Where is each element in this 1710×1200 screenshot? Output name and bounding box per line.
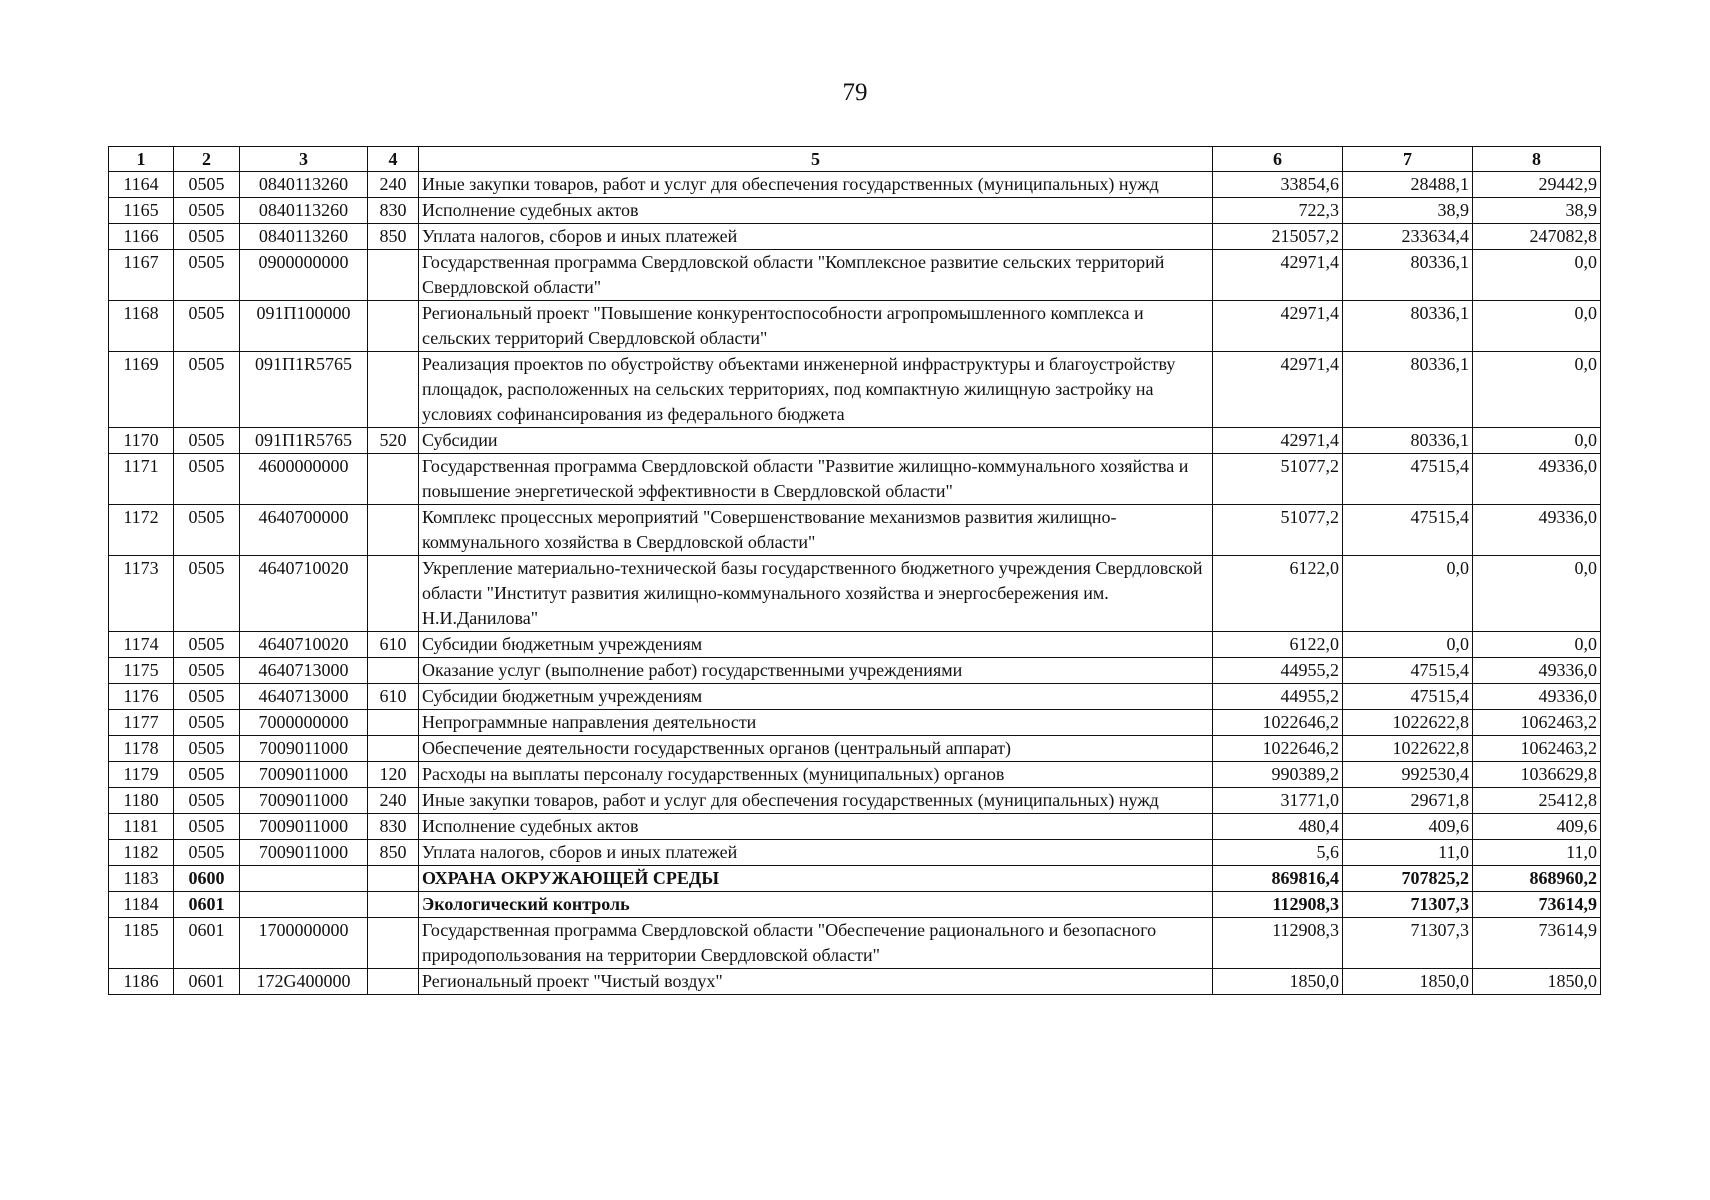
item-name-cell: Исполнение судебных актов [419,814,1213,840]
expense-type-cell: 850 [368,224,419,250]
item-name-cell: Государственная программа Свердловской области "Обеспечение рационального и безопасного природопользования на территории Свердловской области" [419,918,1213,969]
expense-type-cell: 830 [368,814,419,840]
expense-type-cell [368,918,419,969]
expense-type-cell: 850 [368,840,419,866]
table-row [109,684,1601,710]
item-name-cell: Обеспечение деятельности государственных органов (центральный аппарат) [419,736,1213,762]
amount-col-7-cell: 80336,1 [1343,352,1473,428]
section-code-cell: 0505 [174,556,240,632]
amount-col-7-cell: 38,9 [1343,198,1473,224]
target-article-cell [240,892,368,918]
amount-col-8-cell: 868960,2 [1473,866,1601,892]
amount-col-8-cell: 0,0 [1473,352,1601,428]
amount-col-8-cell: 49336,0 [1473,454,1601,505]
header-col-7: 7 [1343,147,1473,172]
row-number-cell: 1181 [109,814,174,840]
target-article-cell: 172G400000 [240,969,368,995]
amount-col-8-cell: 0,0 [1473,556,1601,632]
section-code-cell: 0601 [174,969,240,995]
section-code-cell: 0601 [174,918,240,969]
target-article-cell: 091П1R5765 [240,428,368,454]
section-code-cell: 0505 [174,788,240,814]
section-code-cell: 0505 [174,172,240,198]
item-name-cell: Иные закупки товаров, работ и услуг для обеспечения государственных (муниципальных) нужд [419,172,1213,198]
table-row [109,658,1601,684]
amount-col-6-cell: 215057,2 [1213,224,1343,250]
item-name-cell: Государственная программа Свердловской области "Развитие жилищно-коммунального хозяйства и повышение энергетической эффективности в Свердловской области" [419,454,1213,505]
amount-col-6-cell: 1022646,2 [1213,736,1343,762]
expense-type-cell: 610 [368,684,419,710]
section-code-cell: 0505 [174,250,240,301]
section-code-cell: 0505 [174,428,240,454]
amount-col-6-cell: 42971,4 [1213,301,1343,352]
amount-col-6-cell: 31771,0 [1213,788,1343,814]
amount-col-6-cell: 44955,2 [1213,684,1343,710]
row-number-cell: 1169 [109,352,174,428]
amount-col-6-cell: 1850,0 [1213,969,1343,995]
table-row [109,224,1601,250]
table-row [109,866,1601,892]
amount-col-6-cell: 722,3 [1213,198,1343,224]
amount-col-6-cell: 869816,4 [1213,866,1343,892]
target-article-cell: 7009011000 [240,788,368,814]
header-col-4: 4 [368,147,419,172]
expense-type-cell [368,969,419,995]
expense-type-cell [368,866,419,892]
row-number-cell: 1174 [109,632,174,658]
amount-col-8-cell: 29442,9 [1473,172,1601,198]
amount-col-6-cell: 480,4 [1213,814,1343,840]
amount-col-8-cell: 49336,0 [1473,684,1601,710]
section-code-cell: 0505 [174,840,240,866]
amount-col-7-cell: 47515,4 [1343,505,1473,556]
amount-col-7-cell: 11,0 [1343,840,1473,866]
amount-col-7-cell: 1022622,8 [1343,710,1473,736]
amount-col-8-cell: 0,0 [1473,250,1601,301]
item-name-cell: Исполнение судебных актов [419,198,1213,224]
item-name-cell: Укрепление материально-технической базы государственного бюджетного учреждения Свердловской области "Институт развития жилищно-коммунального хозяйства и энергосбережения им. Н.И.Данилова" [419,556,1213,632]
table-row [109,301,1601,352]
amount-col-6-cell: 1022646,2 [1213,710,1343,736]
amount-col-8-cell: 73614,9 [1473,892,1601,918]
table-row [109,428,1601,454]
row-number-cell: 1171 [109,454,174,505]
section-code-cell: 0505 [174,710,240,736]
row-number-cell: 1182 [109,840,174,866]
amount-col-8-cell: 409,6 [1473,814,1601,840]
row-number-cell: 1170 [109,428,174,454]
item-name-cell: Государственная программа Свердловской области "Комплексное развитие сельских территорий Свердловской области" [419,250,1213,301]
section-code-cell: 0600 [174,866,240,892]
expense-type-cell [368,658,419,684]
row-number-cell: 1167 [109,250,174,301]
amount-col-8-cell: 1062463,2 [1473,736,1601,762]
target-article-cell: 091П1R5765 [240,352,368,428]
amount-col-6-cell: 42971,4 [1213,428,1343,454]
target-article-cell: 7000000000 [240,710,368,736]
section-code-cell: 0505 [174,454,240,505]
amount-col-6-cell: 990389,2 [1213,762,1343,788]
budget-table [108,146,1601,995]
target-article-cell: 4640700000 [240,505,368,556]
section-code-cell: 0505 [174,198,240,224]
table-row [109,814,1601,840]
amount-col-7-cell: 233634,4 [1343,224,1473,250]
amount-col-8-cell: 25412,8 [1473,788,1601,814]
header-col-6: 6 [1213,147,1343,172]
amount-col-8-cell: 1036629,8 [1473,762,1601,788]
section-code-cell: 0505 [174,301,240,352]
header-col-1: 1 [109,147,174,172]
amount-col-7-cell: 409,6 [1343,814,1473,840]
expense-type-cell [368,505,419,556]
target-article-cell: 7009011000 [240,736,368,762]
amount-col-8-cell: 11,0 [1473,840,1601,866]
expense-type-cell: 120 [368,762,419,788]
table-body [109,172,1601,995]
table-row [109,505,1601,556]
expense-type-cell: 610 [368,632,419,658]
amount-col-6-cell: 112908,3 [1213,918,1343,969]
section-code-cell: 0505 [174,814,240,840]
section-code-cell: 0505 [174,684,240,710]
item-name-cell: Уплата налогов, сборов и иных платежей [419,224,1213,250]
expense-type-cell [368,352,419,428]
item-name-cell: Комплекс процессных мероприятий "Совершенствование механизмов развития жилищно-коммунального хозяйства в Свердловской области" [419,505,1213,556]
amount-col-6-cell: 33854,6 [1213,172,1343,198]
amount-col-6-cell: 51077,2 [1213,505,1343,556]
header-col-8: 8 [1473,147,1601,172]
table-row [109,352,1601,428]
expense-type-cell: 830 [368,198,419,224]
expense-type-cell [368,892,419,918]
expense-type-cell: 520 [368,428,419,454]
section-code-cell: 0601 [174,892,240,918]
section-code-cell: 0505 [174,762,240,788]
amount-col-7-cell: 80336,1 [1343,428,1473,454]
item-name-cell: Иные закупки товаров, работ и услуг для обеспечения государственных (муниципальных) нужд [419,788,1213,814]
item-name-cell: Оказание услуг (выполнение работ) государственными учреждениями [419,658,1213,684]
row-number-cell: 1175 [109,658,174,684]
amount-col-6-cell: 42971,4 [1213,250,1343,301]
target-article-cell: 0840113260 [240,224,368,250]
target-article-cell: 4600000000 [240,454,368,505]
target-article-cell: 1700000000 [240,918,368,969]
amount-col-8-cell: 1850,0 [1473,969,1601,995]
table-row [109,918,1601,969]
item-name-cell: Расходы на выплаты персоналу государственных (муниципальных) органов [419,762,1213,788]
item-name-cell: Субсидии бюджетным учреждениям [419,632,1213,658]
header-col-5: 5 [419,147,1213,172]
section-code-cell: 0505 [174,224,240,250]
expense-type-cell: 240 [368,788,419,814]
table-row [109,632,1601,658]
amount-col-7-cell: 80336,1 [1343,301,1473,352]
row-number-cell: 1165 [109,198,174,224]
target-article-cell: 0900000000 [240,250,368,301]
amount-col-8-cell: 0,0 [1473,428,1601,454]
table-row [109,840,1601,866]
item-name-cell: Региональный проект "Чистый воздух" [419,969,1213,995]
amount-col-8-cell: 49336,0 [1473,505,1601,556]
amount-col-7-cell: 47515,4 [1343,658,1473,684]
amount-col-7-cell: 0,0 [1343,556,1473,632]
item-name-cell: Реализация проектов по обустройству объектами инженерной инфраструктуры и благоустройству площадок, расположенных на сельских территориях, под компактную жилищную застройку на условиях софинансирования из федерального бюджета [419,352,1213,428]
header-row [109,147,1601,172]
amount-col-7-cell: 992530,4 [1343,762,1473,788]
amount-col-7-cell: 71307,3 [1343,918,1473,969]
expense-type-cell [368,301,419,352]
item-name-cell: Субсидии [419,428,1213,454]
amount-col-8-cell: 73614,9 [1473,918,1601,969]
row-number-cell: 1178 [109,736,174,762]
amount-col-8-cell: 1062463,2 [1473,710,1601,736]
amount-col-6-cell: 5,6 [1213,840,1343,866]
expense-type-cell [368,454,419,505]
amount-col-8-cell: 0,0 [1473,632,1601,658]
expense-type-cell [368,556,419,632]
row-number-cell: 1164 [109,172,174,198]
amount-col-6-cell: 112908,3 [1213,892,1343,918]
amount-col-7-cell: 47515,4 [1343,684,1473,710]
amount-col-8-cell: 0,0 [1473,301,1601,352]
section-code-cell: 0505 [174,505,240,556]
amount-col-7-cell: 80336,1 [1343,250,1473,301]
header-col-2: 2 [174,147,240,172]
table-row [109,454,1601,505]
expense-type-cell: 240 [368,172,419,198]
section-code-cell: 0505 [174,632,240,658]
amount-col-8-cell: 247082,8 [1473,224,1601,250]
table-row [109,172,1601,198]
table-row [109,969,1601,995]
amount-col-7-cell: 1022622,8 [1343,736,1473,762]
row-number-cell: 1185 [109,918,174,969]
section-code-cell: 0505 [174,736,240,762]
expense-type-cell [368,710,419,736]
section-code-cell: 0505 [174,658,240,684]
row-number-cell: 1177 [109,710,174,736]
row-number-cell: 1184 [109,892,174,918]
row-number-cell: 1176 [109,684,174,710]
row-number-cell: 1168 [109,301,174,352]
expense-type-cell [368,736,419,762]
item-name-cell: Уплата налогов, сборов и иных платежей [419,840,1213,866]
expense-type-cell [368,250,419,301]
header-col-3: 3 [240,147,368,172]
target-article-cell: 0840113260 [240,198,368,224]
item-name-cell: Региональный проект "Повышение конкурентоспособности агропромышленного комплекса и сельских территорий Свердловской области" [419,301,1213,352]
target-article-cell: 091П100000 [240,301,368,352]
amount-col-7-cell: 29671,8 [1343,788,1473,814]
table-row [109,788,1601,814]
item-name-cell: Экологический контроль [419,892,1213,918]
table-row [109,250,1601,301]
table-row [109,762,1601,788]
amount-col-7-cell: 707825,2 [1343,866,1473,892]
target-article-cell: 4640710020 [240,632,368,658]
target-article-cell: 4640713000 [240,658,368,684]
target-article-cell: 7009011000 [240,840,368,866]
table-header [109,147,1601,172]
target-article-cell [240,866,368,892]
target-article-cell: 7009011000 [240,814,368,840]
target-article-cell: 4640713000 [240,684,368,710]
table-row [109,710,1601,736]
amount-col-8-cell: 38,9 [1473,198,1601,224]
amount-col-6-cell: 6122,0 [1213,556,1343,632]
amount-col-6-cell: 6122,0 [1213,632,1343,658]
row-number-cell: 1172 [109,505,174,556]
row-number-cell: 1186 [109,969,174,995]
row-number-cell: 1166 [109,224,174,250]
row-number-cell: 1179 [109,762,174,788]
table-row [109,736,1601,762]
table-row [109,892,1601,918]
table-row [109,556,1601,632]
amount-col-6-cell: 42971,4 [1213,352,1343,428]
amount-col-7-cell: 71307,3 [1343,892,1473,918]
item-name-cell: Непрограммные направления деятельности [419,710,1213,736]
item-name-cell: Субсидии бюджетным учреждениям [419,684,1213,710]
target-article-cell: 0840113260 [240,172,368,198]
row-number-cell: 1173 [109,556,174,632]
row-number-cell: 1183 [109,866,174,892]
amount-col-6-cell: 51077,2 [1213,454,1343,505]
amount-col-6-cell: 44955,2 [1213,658,1343,684]
page-number: 79 [842,79,868,106]
item-name-cell: ОХРАНА ОКРУЖАЮЩЕЙ СРЕДЫ [419,866,1213,892]
amount-col-7-cell: 1850,0 [1343,969,1473,995]
table-row [109,198,1601,224]
amount-col-7-cell: 28488,1 [1343,172,1473,198]
amount-col-7-cell: 0,0 [1343,632,1473,658]
row-number-cell: 1180 [109,788,174,814]
target-article-cell: 4640710020 [240,556,368,632]
target-article-cell: 7009011000 [240,762,368,788]
amount-col-8-cell: 49336,0 [1473,658,1601,684]
section-code-cell: 0505 [174,352,240,428]
amount-col-7-cell: 47515,4 [1343,454,1473,505]
